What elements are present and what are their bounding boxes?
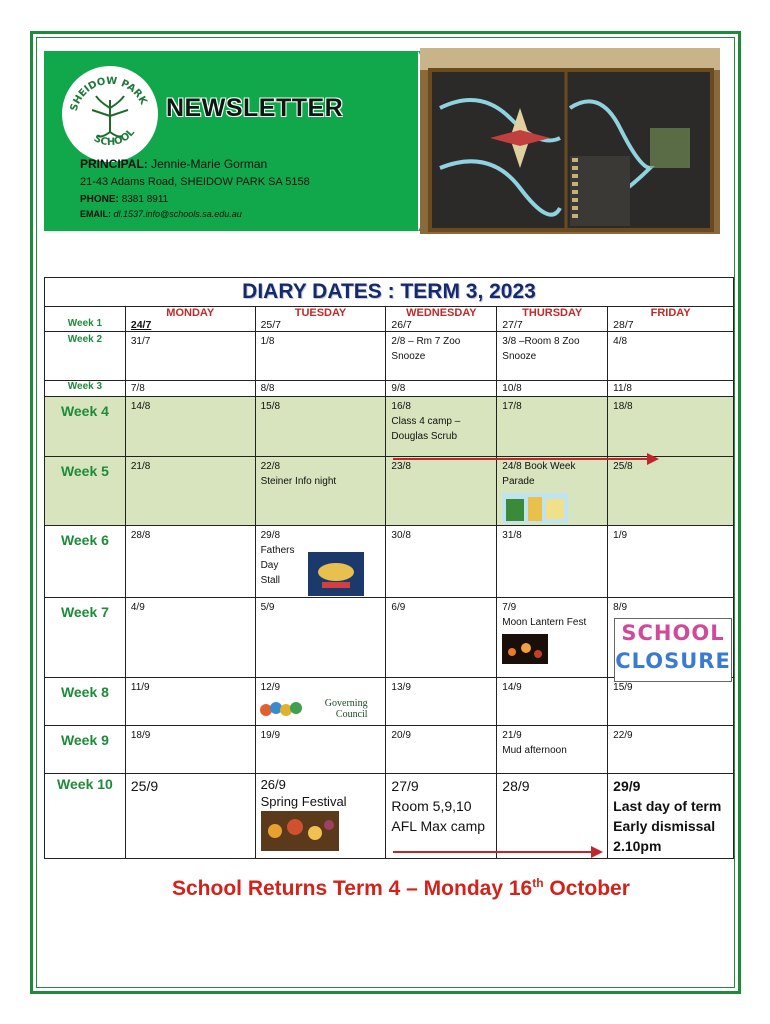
friday-cell (608, 307, 734, 332)
newsletter-title: NEWSLETTER (166, 94, 344, 122)
fathers-day-image (308, 552, 364, 596)
date-cell: 18/8 (608, 397, 734, 457)
date-cell: 24/8 Book Week Parade (502, 461, 576, 487)
date-cell: 4/8 (608, 332, 734, 381)
email-line (80, 209, 242, 219)
school-logo (62, 66, 158, 162)
week-label: Week 9 (45, 726, 126, 774)
date-cell: 28/9 (497, 774, 608, 859)
date-cell: 15/8 (255, 397, 386, 457)
date-cell: 2/8 – Rm 7 Zoo Snooze (386, 332, 497, 381)
camp-arrow-head (647, 453, 659, 465)
date-cell: 7/8 (125, 381, 255, 397)
date-cell: 9/8 (386, 381, 497, 397)
week-label: Week 10 (45, 774, 126, 859)
date-cell: 14/8 (125, 397, 255, 457)
date-cell: 28/8 (125, 526, 255, 598)
svg-text:SHEIDOW PARK: SHEIDOW PARK (68, 75, 149, 113)
principal-line (80, 157, 267, 171)
week-label: Week 5 (45, 457, 126, 526)
day-header-thursday: THURSDAY (522, 307, 583, 319)
phone-label: PHONE: (80, 194, 119, 205)
phone-number: 8381 8911 (121, 194, 169, 205)
returns-text: School Returns Term 4 – Monday 16 (172, 877, 533, 900)
fathers-day-cell (255, 526, 386, 598)
week-label: Week 8 (45, 678, 126, 726)
week-label: Week 7 (45, 598, 126, 678)
principal-name: Jennie-Marie Gorman (151, 157, 268, 171)
week-label: Week 6 (45, 526, 126, 598)
date-cell: 26/7 (391, 319, 412, 331)
governing-council-label: Governing Council (324, 698, 368, 720)
afl-camp-arrow-head (591, 846, 603, 858)
moon-lantern-cell (497, 598, 608, 678)
date-cell: 3/8 –Room 8 Zoo Snooze (497, 332, 608, 381)
date-cell: 5/9 (255, 598, 386, 678)
day-header-friday: FRIDAY (650, 307, 691, 319)
date-cell: 19/9 (255, 726, 386, 774)
camp-arrow-line (393, 458, 647, 460)
book-week-cell (497, 457, 608, 526)
date-cell: 4/9 (125, 598, 255, 678)
address-line: 21-43 Adams Road, SHEIDOW PARK SA 5158 (80, 176, 310, 188)
date-cell: 8/9 (608, 598, 734, 678)
thursday-cell (497, 307, 608, 332)
book-week-image (502, 493, 568, 523)
date-cell: 25/9 (125, 774, 255, 859)
afl-camp-arrow-line (393, 851, 591, 853)
school-closure-badge (614, 618, 732, 682)
moon-lantern-image (502, 634, 548, 664)
date-cell: 29/8 Fathers Day Stall (260, 530, 295, 586)
school-closure-line1: SCHOOL (621, 621, 725, 645)
date-cell: 7/9 Moon Lantern Fest (502, 602, 587, 628)
phone-line (80, 194, 168, 205)
diary-title: DIARY DATES : TERM 3, 2023 (242, 280, 536, 303)
week-label: Week 4 (45, 397, 126, 457)
date-cell: 13/9 (386, 678, 497, 726)
date-cell: 6/9 (386, 598, 497, 678)
returns-text-end: October (543, 877, 630, 900)
date-cell: 16/8 Class 4 camp – Douglas Scrub (386, 397, 497, 457)
date-cell: 24/7 (130, 319, 152, 331)
governing-council-cell (255, 678, 386, 726)
date-cell: 17/8 (497, 397, 608, 457)
spring-festival-cell (255, 774, 386, 859)
chalkboard-map-photo (420, 48, 720, 234)
week-label: Week 1 (45, 307, 126, 332)
diary-title-cell (45, 278, 734, 307)
date-cell: 29/9 Last day of term Early dismissal 2.10pm (608, 774, 734, 859)
school-returns-notice (172, 876, 630, 901)
date-cell: 23/8 (386, 457, 497, 526)
date-cell: 11/8 (608, 381, 734, 397)
date-cell: 18/9 (125, 726, 255, 774)
week-label: Week 2 (45, 332, 126, 381)
email-address: dl.1537.info@schools.sa.edu.au (113, 209, 242, 219)
date-cell: 30/8 (386, 526, 497, 598)
week-label: Week 3 (45, 381, 126, 397)
principal-label: PRINCIPAL: (80, 157, 148, 171)
date-cell: 14/9 (497, 678, 608, 726)
date-cell: 1/8 (255, 332, 386, 381)
date-cell: 10/8 (497, 381, 608, 397)
date-cell: 8/8 (255, 381, 386, 397)
date-cell: 12/9 (260, 682, 281, 693)
tuesday-cell (255, 307, 386, 332)
day-header-monday: MONDAY (166, 307, 215, 319)
day-header-tuesday: TUESDAY (294, 307, 347, 319)
date-cell: 22/8 Steiner Info night (255, 457, 386, 526)
date-cell: 25/8 (608, 457, 734, 526)
date-cell: 27/9 Room 5,9,10 AFL Max camp (386, 774, 497, 859)
date-cell: 31/7 (125, 332, 255, 381)
date-cell: 31/8 (497, 526, 608, 598)
date-cell: 28/7 (613, 319, 634, 331)
date-cell: 25/7 (260, 319, 282, 331)
svg-text:SCHOOL: SCHOOL (91, 127, 138, 149)
returns-sup: th (532, 876, 544, 890)
monday-cell (125, 307, 255, 332)
date-cell: 20/9 (386, 726, 497, 774)
date-cell: 1/9 (608, 526, 734, 598)
day-header-wednesday: WEDNESDAY (406, 307, 477, 319)
email-label: EMAIL: (80, 209, 111, 219)
date-cell: 15/9 (608, 678, 734, 726)
date-cell: 11/9 (125, 678, 255, 726)
date-cell: 27/7 (502, 319, 523, 331)
date-cell: 22/9 (608, 726, 734, 774)
date-cell: 26/9 Spring Festival (260, 777, 347, 809)
wednesday-cell (386, 307, 497, 332)
diary-table (44, 277, 734, 859)
spring-festival-image (261, 811, 339, 851)
date-cell: 21/8 (125, 457, 255, 526)
school-closure-line2: CLOSURE (615, 649, 731, 673)
date-cell: 21/9 Mud afternoon (497, 726, 608, 774)
